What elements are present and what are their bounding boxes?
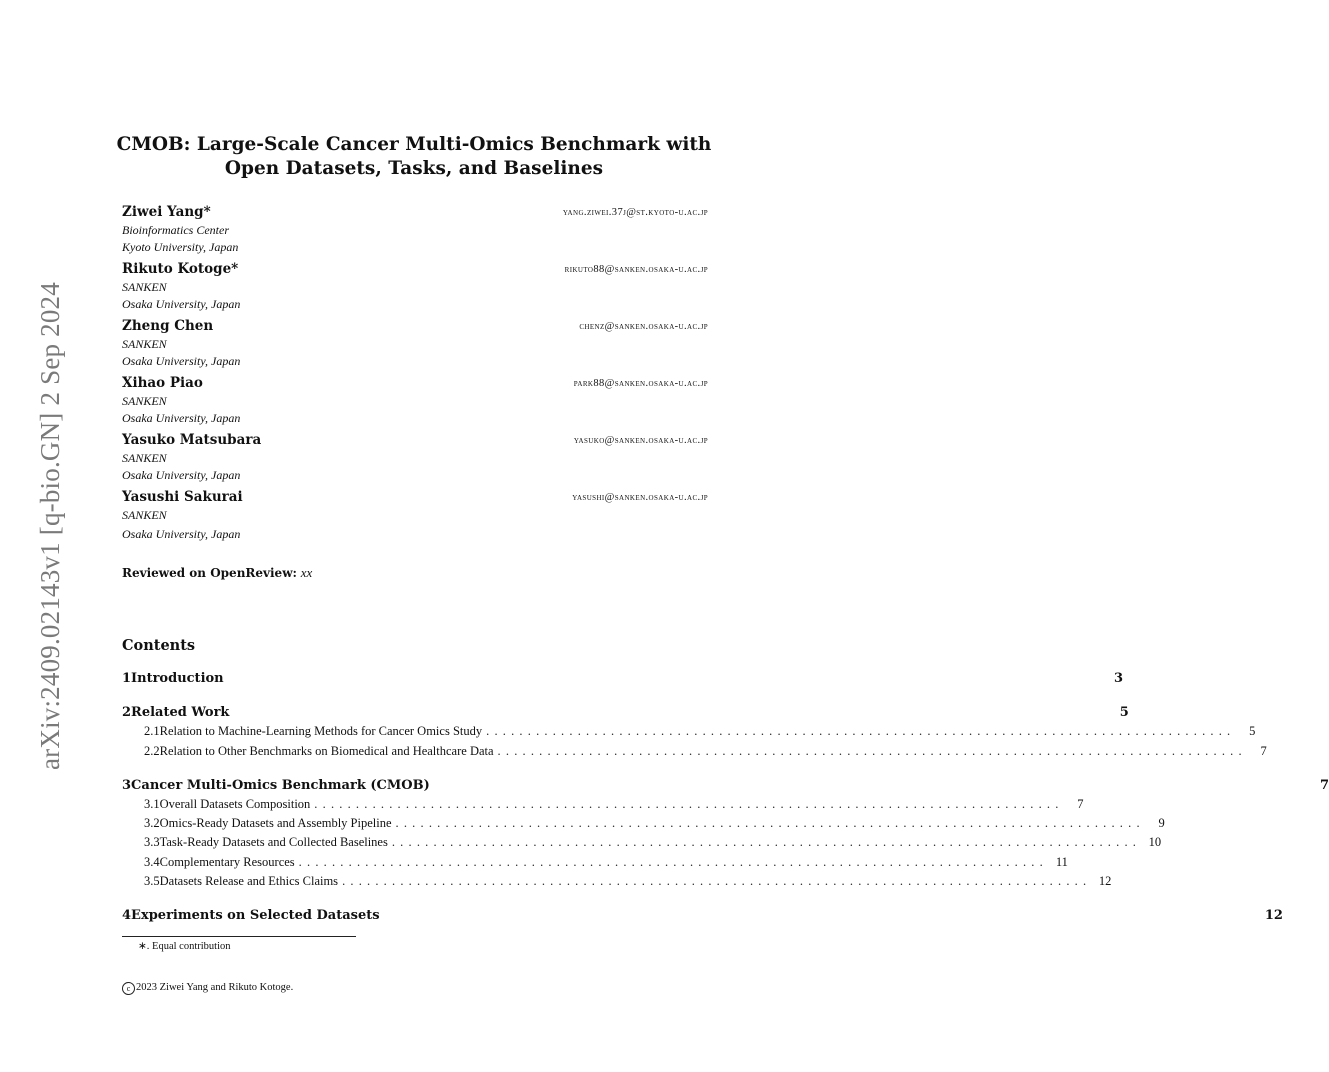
author-block xyxy=(122,204,708,260)
toc-number: 3.4 xyxy=(144,855,160,869)
toc-label: Introduction xyxy=(131,671,224,686)
toc-label: Overall Datasets Composition xyxy=(159,797,311,811)
toc-entry[interactable] xyxy=(122,705,1129,723)
author-name: Ziwei Yang* xyxy=(122,204,211,220)
toc-label: Complementary Resources xyxy=(159,855,295,869)
arxiv-side-stamp: arXiv:2409.02143v1 [q-bio.GN] 2 Sep 2024 xyxy=(35,282,65,770)
toc-label: Related Work xyxy=(131,705,230,720)
toc-number: 3.5 xyxy=(144,874,160,888)
copyright-text: 2023 Ziwei Yang and Rikuto Kotoge. xyxy=(136,982,294,993)
toc-number: 1 xyxy=(122,671,132,686)
toc-leader: .......................................................................................... xyxy=(391,835,1142,849)
author-institution: Kyoto University, Japan xyxy=(122,240,239,254)
toc-number: 2 xyxy=(122,705,132,720)
author-email[interactable]: park88@sanken.osaka-u.ac.jp xyxy=(573,378,708,389)
contents-heading: Contents xyxy=(122,637,196,654)
author-affiliation: SANKEN xyxy=(122,451,167,465)
toc-number: 4 xyxy=(122,908,132,923)
author-name: Rikuto Kotoge* xyxy=(122,261,239,277)
author-name: Xihao Piao xyxy=(122,375,203,391)
toc-entry[interactable] xyxy=(122,797,1084,815)
toc-number: 2.1 xyxy=(144,724,160,738)
author-email[interactable]: yang.ziwei.37j@st.kyoto-u.ac.jp xyxy=(562,207,708,218)
toc-number: 3.1 xyxy=(144,797,160,811)
toc-label: Omics-Ready Datasets and Assembly Pipeline xyxy=(159,816,392,830)
copyright-line xyxy=(122,982,293,995)
toc-entry[interactable] xyxy=(122,744,1267,762)
toc-page: 12 xyxy=(1264,908,1283,923)
author-email[interactable]: yasushi@sanken.osaka-u.ac.jp xyxy=(572,492,708,503)
author-affiliation: SANKEN xyxy=(122,280,167,294)
author-institution: Osaka University, Japan xyxy=(122,411,241,425)
footnote-divider xyxy=(122,936,356,937)
toc-leader: .......................................................................................... xyxy=(486,724,1236,738)
toc-page: 7 xyxy=(1077,797,1084,811)
author-affiliation: SANKEN xyxy=(122,508,167,522)
toc-label: Task-Ready Datasets and Collected Baselines xyxy=(159,835,388,849)
author-block xyxy=(122,261,708,317)
author-block xyxy=(122,432,708,488)
toc-leader: .......................................................................................... xyxy=(497,744,1247,758)
author-email[interactable]: yasuko@sanken.osaka-u.ac.jp xyxy=(573,435,708,446)
toc-label: Relation to Machine-Learning Methods for Cancer Omics Study xyxy=(159,724,483,738)
toc-entry[interactable] xyxy=(122,778,1329,796)
toc-page: 12 xyxy=(1098,874,1112,888)
author-list xyxy=(122,204,708,548)
author-block xyxy=(122,489,708,547)
author-institution: Osaka University, Japan xyxy=(122,468,241,482)
author-affiliation: Bioinformatics Center xyxy=(122,223,229,237)
toc-number: 3.2 xyxy=(144,816,160,830)
author-institution: Osaka University, Japan xyxy=(122,527,241,541)
author-institution: Osaka University, Japan xyxy=(122,354,241,368)
author-name: Yasushi Sakurai xyxy=(122,489,243,505)
paper-title xyxy=(0,133,828,181)
toc-entry[interactable] xyxy=(122,816,1165,834)
author-institution: Osaka University, Japan xyxy=(122,297,241,311)
toc-entry[interactable] xyxy=(122,855,1068,873)
reviewed-line xyxy=(122,565,312,581)
author-name: Zheng Chen xyxy=(122,318,214,334)
author-block xyxy=(122,375,708,431)
toc-number: 3.3 xyxy=(144,835,160,849)
toc-page: 11 xyxy=(1055,855,1068,869)
toc-page: 7 xyxy=(1260,744,1267,758)
reviewed-label: Reviewed on OpenReview: xyxy=(122,566,297,580)
toc-page: 5 xyxy=(1119,705,1129,720)
toc-page: 9 xyxy=(1158,816,1165,830)
author-email[interactable]: rikuto88@sanken.osaka-u.ac.jp xyxy=(564,264,708,275)
toc-number: 3 xyxy=(122,778,132,793)
reviewed-value[interactable]: xx xyxy=(300,565,313,580)
title-line-1: CMOB: Large-Scale Cancer Multi-Omics Benchmark with xyxy=(116,134,712,155)
author-affiliation: SANKEN xyxy=(122,337,167,351)
toc-label: Datasets Release and Ethics Claims xyxy=(159,874,339,888)
toc-label: Experiments on Selected Datasets xyxy=(131,908,380,923)
footnote: ∗. Equal contribution xyxy=(138,941,231,952)
toc-entry[interactable] xyxy=(122,908,1283,926)
copyright-symbol: c xyxy=(122,982,135,995)
toc-label: Cancer Multi-Omics Benchmark (CMOB) xyxy=(131,778,430,793)
author-email[interactable]: chenz@sanken.osaka-u.ac.jp xyxy=(579,321,708,332)
toc-leader: .......................................................................................... xyxy=(298,855,1048,869)
toc-leader: .......................................................................................... xyxy=(314,797,1064,811)
title-line-2: Open Datasets, Tasks, and Baselines xyxy=(224,158,604,179)
toc-entry[interactable] xyxy=(122,874,1112,892)
author-name: Yasuko Matsubara xyxy=(122,432,262,448)
toc-page: 10 xyxy=(1148,835,1162,849)
toc-entry[interactable] xyxy=(122,671,1123,689)
toc-entry[interactable] xyxy=(122,835,1162,853)
toc-label: Relation to Other Benchmarks on Biomedical and Healthcare Data xyxy=(159,744,494,758)
author-block xyxy=(122,318,708,374)
toc-leader: .......................................................................................... xyxy=(395,816,1145,830)
toc-page: 5 xyxy=(1249,724,1256,738)
toc-page: 3 xyxy=(1113,671,1123,686)
toc-entry[interactable] xyxy=(122,724,1256,742)
toc-number: 2.2 xyxy=(144,744,160,758)
toc-leader: .......................................................................................... xyxy=(342,874,1092,888)
toc-page: 7 xyxy=(1320,778,1329,793)
author-affiliation: SANKEN xyxy=(122,394,167,408)
